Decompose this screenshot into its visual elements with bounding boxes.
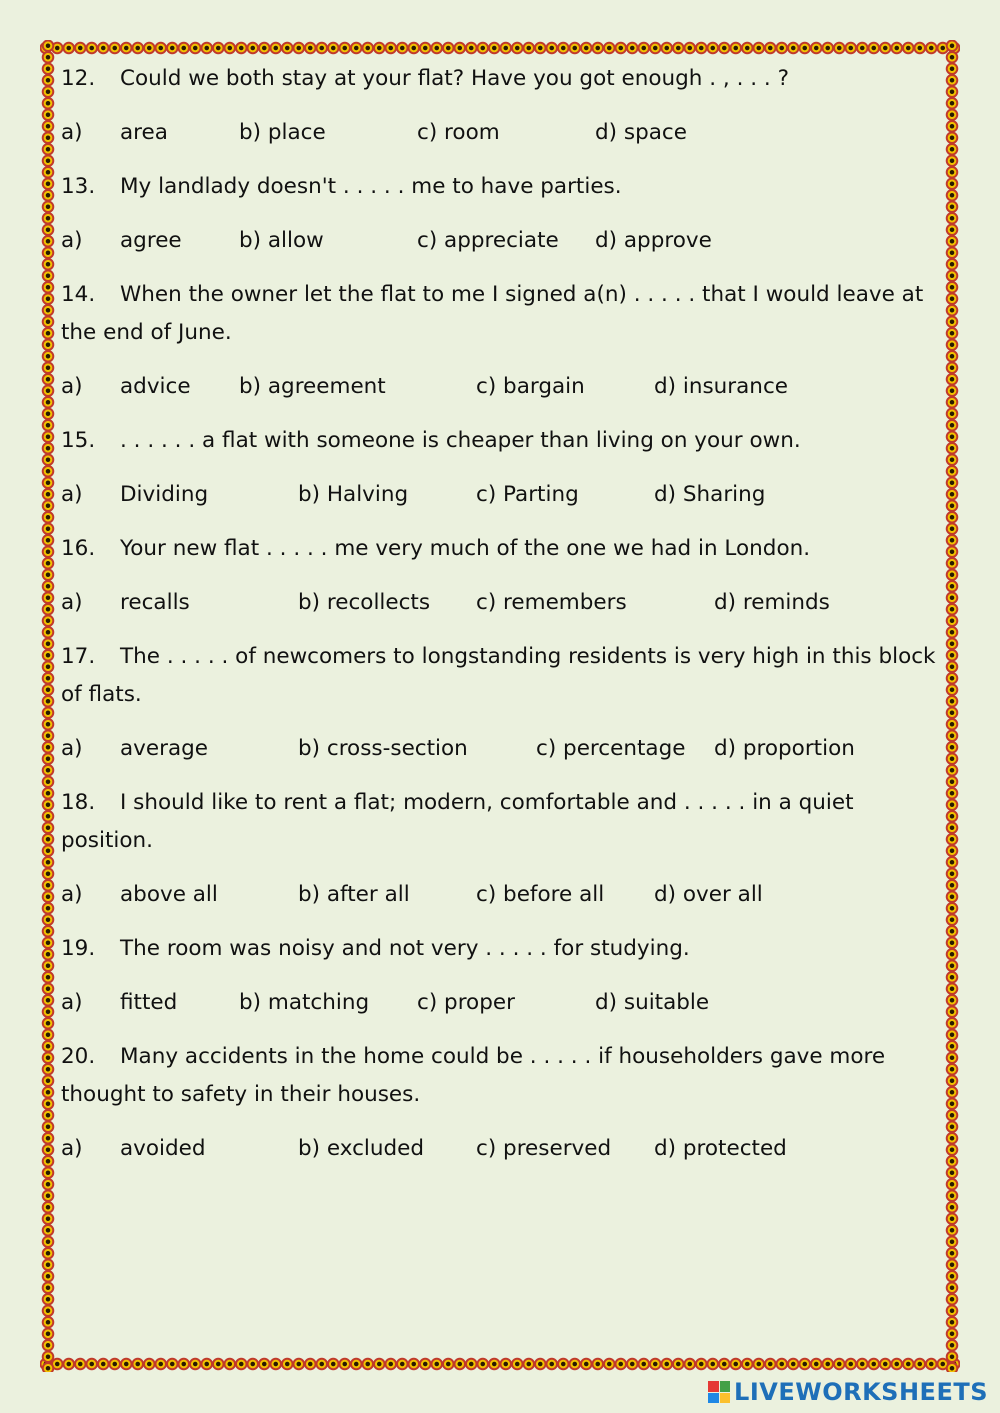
logo-text: LIVEWORKSHEETS	[734, 1378, 988, 1406]
question-text-line: The room was noisy and not very . . . . . for studying.	[120, 936, 690, 961]
question-text-line: Many accidents in the home could be . . . . . if householders gave more	[120, 1044, 886, 1069]
option-d[interactable]: d) reminds	[714, 590, 830, 615]
question-18	[61, 784, 941, 860]
question-12	[61, 60, 941, 98]
answer-options	[61, 876, 941, 914]
logo-badge-icon	[708, 1381, 730, 1403]
worksheet-content	[61, 60, 941, 1184]
option-b[interactable]: b) place	[239, 120, 326, 145]
option-b[interactable]: b) Halving	[298, 482, 409, 507]
border-bottom-flowers	[40, 1356, 960, 1372]
border-right-flowers	[944, 40, 960, 1372]
option-c[interactable]: c) before all	[476, 882, 605, 907]
question-number: 14.	[61, 282, 96, 307]
option-c[interactable]: c) bargain	[476, 374, 585, 399]
question-number: 18.	[61, 790, 96, 815]
option-c[interactable]: c) preserved	[476, 1136, 612, 1161]
liveworksheets-logo	[708, 1377, 988, 1407]
option-a-marker: a)	[61, 590, 83, 615]
question-13	[61, 168, 941, 206]
question-text-line: When the owner let the flat to me I signed a(n) . . . . . that I would leave at	[120, 282, 924, 307]
option-a[interactable]: above all	[120, 882, 218, 907]
answer-options	[61, 984, 941, 1022]
question-number: 13.	[61, 174, 96, 199]
question-text-line: Your new flat . . . . . me very much of the one we had in London.	[120, 536, 811, 561]
question-text-line: I should like to rent a flat; modern, comfortable and . . . . . in a quiet	[120, 790, 854, 815]
question-text-line: of flats.	[61, 682, 142, 707]
option-d[interactable]: d) proportion	[714, 736, 855, 761]
question-number: 19.	[61, 936, 96, 961]
option-a[interactable]: area	[120, 120, 168, 145]
option-d[interactable]: d) Sharing	[654, 482, 766, 507]
question-number: 17.	[61, 644, 96, 669]
answer-options	[61, 584, 941, 622]
question-text-line: . . . . . . a flat with someone is cheaper than living on your own.	[120, 428, 801, 453]
question-text-line: thought to safety in their houses.	[61, 1082, 421, 1107]
option-a[interactable]: fitted	[120, 990, 178, 1015]
option-b[interactable]: b) cross-section	[298, 736, 468, 761]
question-number: 12.	[61, 66, 96, 91]
option-a-marker: a)	[61, 228, 83, 253]
answer-options	[61, 730, 941, 768]
option-b[interactable]: b) agreement	[239, 374, 386, 399]
option-b[interactable]: b) after all	[298, 882, 410, 907]
question-text-line: Could we both stay at your flat? Have you got enough . , . . . ?	[120, 66, 789, 91]
question-text-line: The . . . . . of newcomers to longstanding residents is very high in this block	[120, 644, 936, 669]
option-b[interactable]: b) recollects	[298, 590, 431, 615]
question-number: 20.	[61, 1044, 96, 1069]
option-a-marker: a)	[61, 1136, 83, 1161]
option-d[interactable]: d) over all	[654, 882, 763, 907]
option-a-marker: a)	[61, 990, 83, 1015]
question-20	[61, 1038, 941, 1114]
question-text-line: the end of June.	[61, 320, 232, 345]
option-d[interactable]: d) suitable	[595, 990, 710, 1015]
option-d[interactable]: d) insurance	[654, 374, 788, 399]
option-a[interactable]: avoided	[120, 1136, 206, 1161]
border-top-flowers	[40, 40, 960, 56]
option-a[interactable]: agree	[120, 228, 182, 253]
answer-options	[61, 368, 941, 406]
border-left-flowers	[40, 40, 56, 1372]
question-17	[61, 638, 941, 714]
answer-options	[61, 114, 941, 152]
option-a[interactable]: Dividing	[120, 482, 209, 507]
option-a-marker: a)	[61, 736, 83, 761]
option-a-marker: a)	[61, 374, 83, 399]
option-a-marker: a)	[61, 120, 83, 145]
option-c[interactable]: c) proper	[417, 990, 515, 1015]
option-c[interactable]: c) room	[417, 120, 500, 145]
option-b[interactable]: b) excluded	[298, 1136, 425, 1161]
answer-options	[61, 222, 941, 260]
option-c[interactable]: c) Parting	[476, 482, 579, 507]
option-c[interactable]: c) percentage	[536, 736, 686, 761]
question-19	[61, 930, 941, 968]
option-d[interactable]: d) space	[595, 120, 687, 145]
option-a-marker: a)	[61, 482, 83, 507]
question-15	[61, 422, 941, 460]
option-c[interactable]: c) appreciate	[417, 228, 559, 253]
option-d[interactable]: d) approve	[595, 228, 712, 253]
question-14	[61, 276, 941, 352]
option-a[interactable]: average	[120, 736, 209, 761]
option-b[interactable]: b) allow	[239, 228, 324, 253]
question-number: 16.	[61, 536, 96, 561]
option-b[interactable]: b) matching	[239, 990, 370, 1015]
option-a-marker: a)	[61, 882, 83, 907]
option-c[interactable]: c) remembers	[476, 590, 627, 615]
question-text-line: position.	[61, 828, 153, 853]
option-a[interactable]: advice	[120, 374, 191, 399]
option-d[interactable]: d) protected	[654, 1136, 787, 1161]
question-16	[61, 530, 941, 568]
answer-options	[61, 1130, 941, 1168]
answer-options	[61, 476, 941, 514]
question-number: 15.	[61, 428, 96, 453]
option-a[interactable]: recalls	[120, 590, 190, 615]
question-text-line: My landlady doesn't . . . . . me to have parties.	[120, 174, 622, 199]
